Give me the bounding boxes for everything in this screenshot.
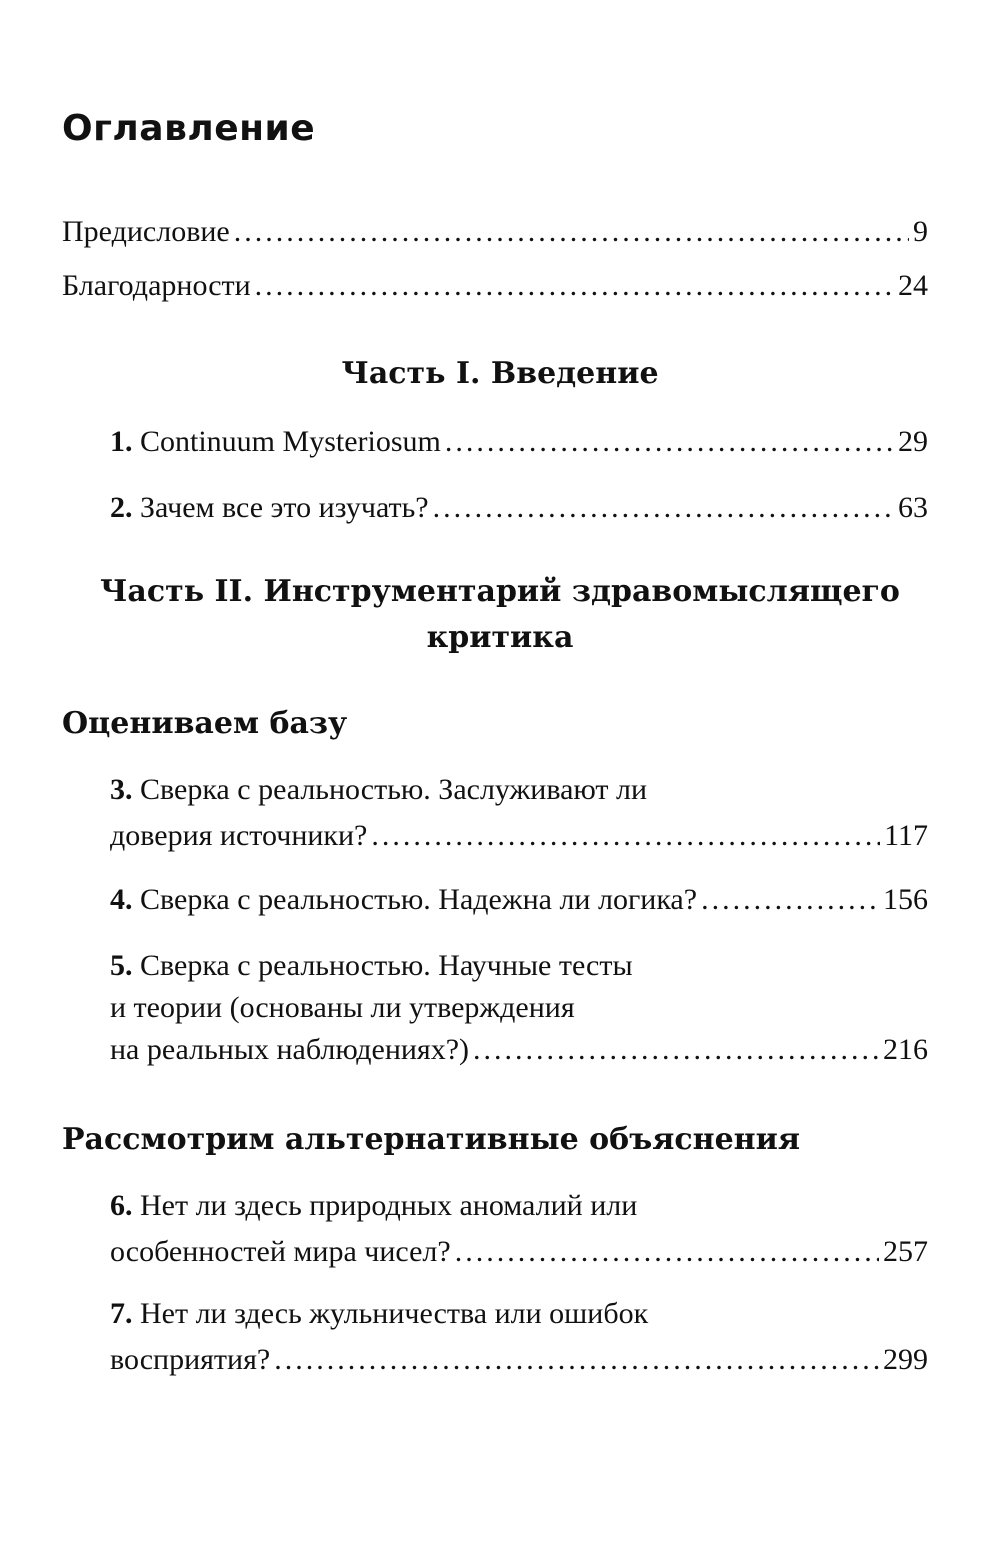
page-title: Оглавление xyxy=(62,108,316,149)
entry-label-line-2: восприятия? xyxy=(110,1343,271,1376)
page-number: 299 xyxy=(883,1343,928,1376)
entry-label-line-1: Нет ли здесь жульничества или ошибок xyxy=(140,1297,649,1330)
page-number: 9 xyxy=(913,215,928,248)
entry-label: Зачем все это изучать? xyxy=(140,491,429,524)
leader-dots xyxy=(445,422,894,462)
toc-entry-chapter-7[interactable] xyxy=(110,1294,928,1380)
part-2-heading-line-2: критика xyxy=(426,620,574,655)
leader-dots xyxy=(455,1232,879,1272)
chapter-number: 3. xyxy=(110,773,133,806)
toc-entry-chapter-1[interactable] xyxy=(110,422,928,462)
entry-label: Сверка с реальностью. Надежна ли логика? xyxy=(140,883,698,916)
entry-label-line-1: Нет ли здесь природных аномалий или xyxy=(140,1189,638,1222)
section-heading-base: Оцениваем базу xyxy=(62,706,348,741)
leader-dots xyxy=(255,266,894,306)
toc-entry-chapter-5[interactable] xyxy=(110,946,928,1070)
chapter-number: 1. xyxy=(110,425,133,458)
chapter-number: 2. xyxy=(110,491,133,524)
chapter-number: 6. xyxy=(110,1189,133,1222)
entry-label-line-2: и теории (основаны ли утверждения xyxy=(110,991,575,1024)
entry-label-line-1: Сверка с реальностью. Заслуживают ли xyxy=(140,773,648,806)
toc-entry-chapter-6[interactable] xyxy=(110,1186,928,1272)
page-number: 216 xyxy=(883,1033,928,1066)
entry-label: Благодарности xyxy=(62,269,251,302)
entry-label-line-2: доверия источники? xyxy=(110,819,368,852)
section-heading-alternatives: Рассмотрим альтернативные объяснения xyxy=(62,1122,801,1157)
leader-dots xyxy=(274,1340,879,1380)
chapter-number: 5. xyxy=(110,949,133,982)
entry-label-line-2: особенностей мира чисел? xyxy=(110,1235,451,1268)
leader-dots xyxy=(234,212,909,252)
leader-dots xyxy=(473,1030,879,1070)
toc-entry-chapter-2[interactable] xyxy=(110,488,928,528)
toc-entry-chapter-4[interactable] xyxy=(110,880,928,920)
chapter-number: 4. xyxy=(110,883,133,916)
part-2-heading-line-1: Часть II. Инструментарий здравомыслящего xyxy=(100,574,900,609)
chapter-number: 7. xyxy=(110,1297,133,1330)
entry-label: Предисловие xyxy=(62,215,230,248)
page-number: 117 xyxy=(884,819,928,852)
entry-label-line-3: на реальных наблюдениях?) xyxy=(110,1033,470,1066)
page-number: 63 xyxy=(898,491,928,524)
toc-entry-acknowledgements[interactable] xyxy=(62,266,928,306)
toc-entry-chapter-3[interactable] xyxy=(110,770,928,856)
leader-dots xyxy=(371,816,880,856)
leader-dots xyxy=(433,488,894,528)
leader-dots xyxy=(701,880,879,920)
toc-entry-preface[interactable] xyxy=(62,212,928,252)
page-number: 29 xyxy=(898,425,928,458)
page-number: 156 xyxy=(883,883,928,916)
part-1-heading: Часть I. Введение xyxy=(341,356,659,391)
page-number: 257 xyxy=(883,1235,928,1268)
entry-label: Continuum Mysteriosum xyxy=(140,425,441,458)
page-number: 24 xyxy=(898,269,928,302)
entry-label-line-1: Сверка с реальностью. Научные тесты xyxy=(140,949,633,982)
